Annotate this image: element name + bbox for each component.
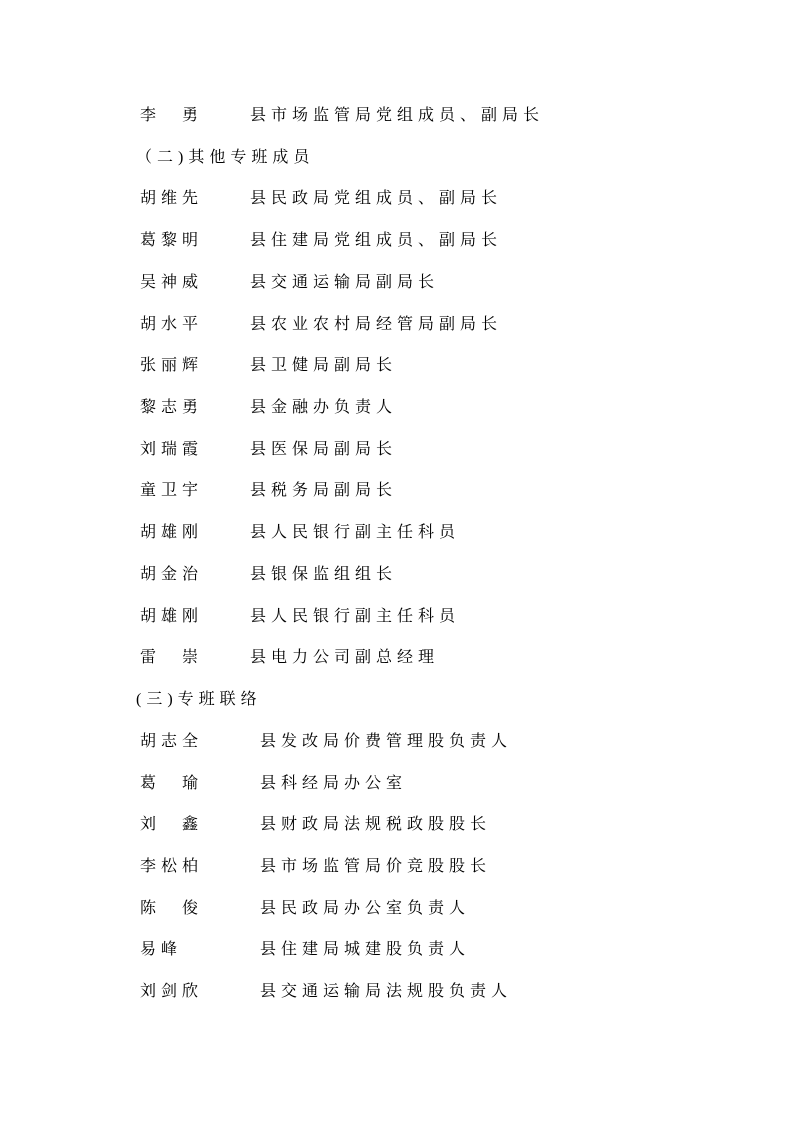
member-role: 县医保局副局长 <box>250 440 398 458</box>
member-row <box>0 596 794 638</box>
member-row <box>0 345 794 387</box>
member-name: 李松柏 <box>140 857 204 875</box>
member-row <box>0 721 794 763</box>
member-name: 刘剑欣 <box>140 983 204 1001</box>
member-name: 胡金治 <box>140 565 204 583</box>
member-row <box>0 95 794 137</box>
member-role: 县科经局办公室 <box>260 774 408 792</box>
member-row <box>0 971 794 1013</box>
member-row <box>0 304 794 346</box>
member-role: 县住建局党组成员、副局长 <box>250 232 503 250</box>
section-heading: （二)其他专班成员 <box>136 148 315 166</box>
member-name: 吴神威 <box>140 273 204 291</box>
member-role: 县卫健局副局长 <box>250 357 398 375</box>
member-name: 黎志勇 <box>140 399 204 417</box>
member-row <box>0 804 794 846</box>
member-row <box>0 846 794 888</box>
member-name: 易峰 <box>140 941 183 959</box>
member-role: 县民政局办公室负责人 <box>260 899 471 917</box>
member-row <box>0 554 794 596</box>
member-name: 刘 鑫 <box>140 816 204 834</box>
member-row <box>0 888 794 930</box>
member-row <box>0 763 794 805</box>
member-role: 县电力公司副总经理 <box>250 649 440 667</box>
member-row <box>0 637 794 679</box>
member-role: 县税务局副局长 <box>250 482 398 500</box>
member-name: 刘瑞霞 <box>140 440 204 458</box>
member-name: 胡维先 <box>140 190 204 208</box>
member-role: 县交通运输局副局长 <box>250 273 440 291</box>
member-name: 李 勇 <box>140 107 204 124</box>
member-role: 县交通运输局法规股负责人 <box>260 983 513 1001</box>
member-role: 县人民银行副主任科员 <box>250 607 461 625</box>
member-name: 陈 俊 <box>140 899 204 917</box>
member-row <box>0 262 794 304</box>
member-role: 县市场监管局价竞股股长 <box>260 857 492 875</box>
member-role: 县金融办负责人 <box>250 399 398 417</box>
member-name: 葛黎明 <box>140 232 204 250</box>
member-row <box>0 470 794 512</box>
member-row <box>0 929 794 971</box>
member-name: 胡雄刚 <box>140 524 204 542</box>
member-row <box>0 220 794 262</box>
member-name: 张丽辉 <box>140 357 204 375</box>
member-role: 县财政局法规税政股股长 <box>260 816 492 834</box>
member-name: 雷 崇 <box>140 649 204 667</box>
member-name: 童卫宇 <box>140 482 204 500</box>
member-name: 葛 瑜 <box>140 774 204 792</box>
member-name: 胡水平 <box>140 315 204 333</box>
section-heading-row <box>0 137 794 179</box>
member-row <box>0 178 794 220</box>
member-name: 胡雄刚 <box>140 607 204 625</box>
member-row <box>0 512 794 554</box>
member-role: 县市场监管局党组成员、副局长 <box>250 107 545 124</box>
section-heading-row <box>0 679 794 721</box>
document-body <box>0 95 794 1013</box>
section-heading: (三)专班联络 <box>136 691 262 709</box>
member-role: 县住建局城建股负责人 <box>260 941 471 959</box>
member-role: 县银保监组组长 <box>250 565 398 583</box>
member-role: 县发改局价费管理股负责人 <box>260 732 513 750</box>
member-row <box>0 387 794 429</box>
member-role: 县农业农村局经管局副局长 <box>250 315 503 333</box>
member-name: 胡志全 <box>140 732 204 750</box>
member-row <box>0 429 794 471</box>
member-role: 县民政局党组成员、副局长 <box>250 190 503 208</box>
member-role: 县人民银行副主任科员 <box>250 524 461 542</box>
